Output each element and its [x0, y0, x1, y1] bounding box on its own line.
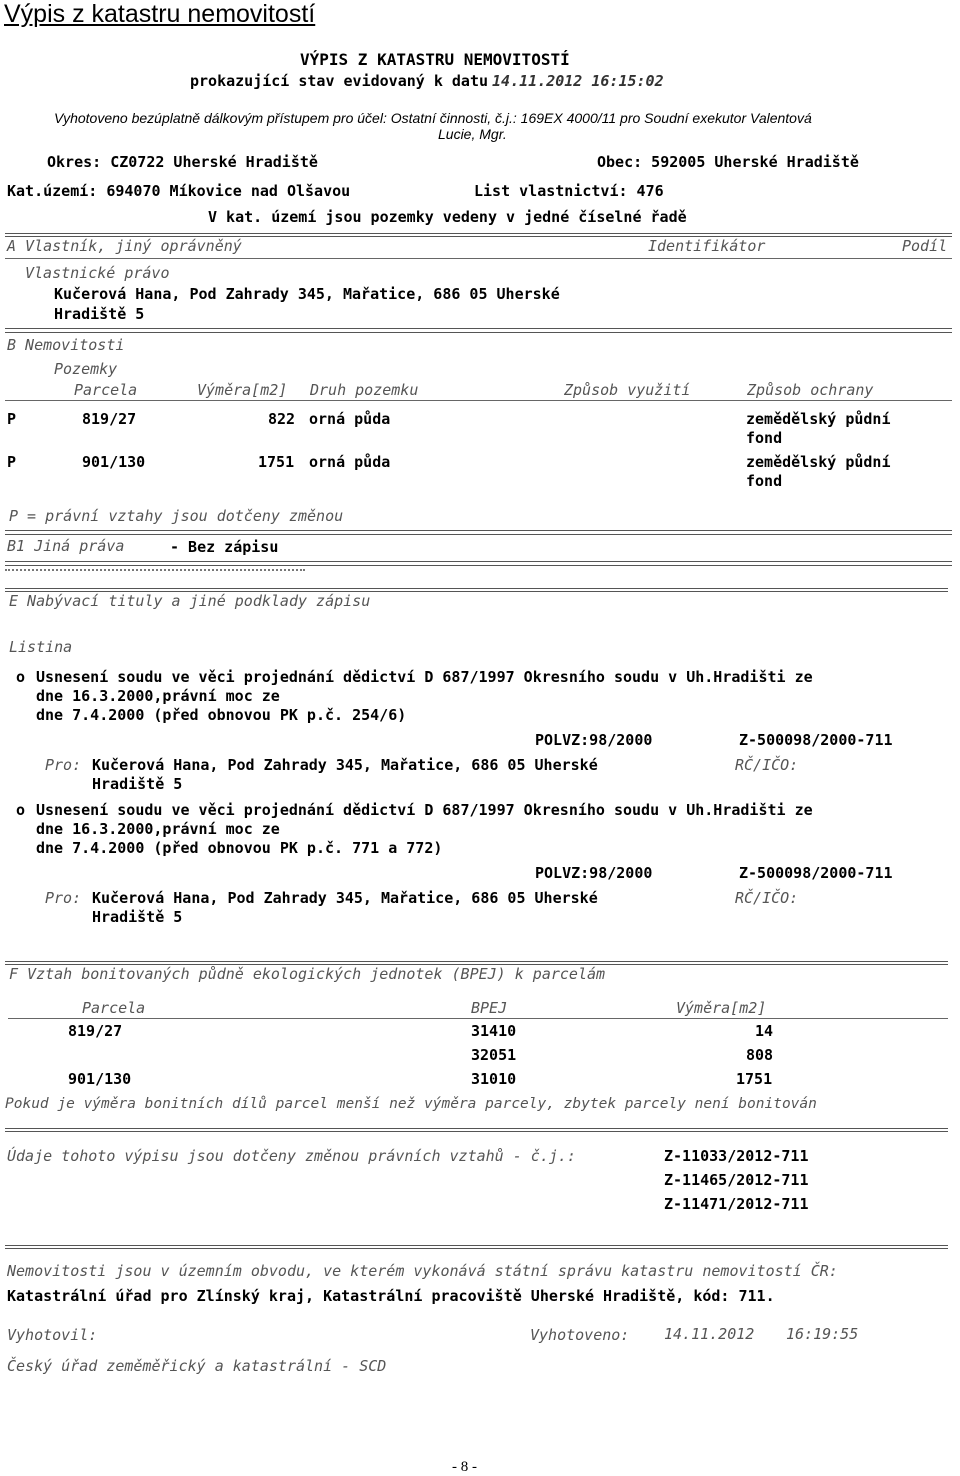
- section-b-sublabel: Pozemky: [54, 360, 118, 378]
- divider: [5, 1248, 948, 1249]
- bpej-row-parcela: 819/27: [68, 1022, 123, 1040]
- entry-line2: dne 16.3.2000,právní moc ze: [36, 820, 280, 838]
- col-vymera: Výměra[m2]: [197, 381, 288, 399]
- entry-zref: Z-500098/2000-711: [739, 731, 893, 749]
- divider: [5, 400, 952, 401]
- bpej-row-vymera: 14: [755, 1022, 774, 1040]
- row-ochrana-cont: fond: [746, 472, 783, 490]
- podil-label: Podíl: [902, 237, 948, 255]
- divider: [5, 565, 952, 566]
- divider: [5, 961, 948, 962]
- col-vyuziti: Způsob využití: [564, 381, 691, 399]
- entry-line1: Usnesení soudu ve věci projednání dědictví D 687/1997 Okresního soudu v Uh.Hradišti ze: [36, 801, 813, 819]
- clipped-row: [5, 569, 305, 574]
- divider: [5, 328, 952, 329]
- entry-line2: dne 16.3.2000,právní moc ze: [36, 687, 280, 705]
- divider: [5, 1131, 948, 1132]
- subheading-prefix: prokazující stav evidovaný k datu: [190, 72, 489, 90]
- right-type: Vlastnické právo: [25, 264, 170, 282]
- divider: [5, 534, 952, 535]
- entry-pro-label: Pro:: [45, 756, 82, 774]
- entry-pro-label: Pro:: [45, 889, 82, 907]
- section-f-label: F Vztah bonitovaných půdně ekologických jednotek (BPEJ) k parcelám: [9, 965, 606, 983]
- divider: [5, 1128, 948, 1129]
- row-vymera: 1751: [258, 453, 295, 471]
- office-line: Katastrální úřad pro Zlínský kraj, Katastrální pracoviště Uherské Hradiště, kód: 711.: [7, 1287, 775, 1305]
- bpej-col-bpej: BPEJ: [471, 999, 508, 1017]
- listina-label: Listina: [9, 638, 73, 656]
- row-flag: P: [7, 453, 17, 471]
- divider: [5, 233, 952, 234]
- legend-p: P = právní vztahy jsou dotčeny změnou: [9, 507, 344, 525]
- vyhotoveno-date: 14.11.2012: [664, 1325, 755, 1343]
- bpej-col-parcela: Parcela: [82, 999, 146, 1017]
- col-druh: Druh pozemku: [310, 381, 419, 399]
- list-vlastnictvi: List vlastnictví: 476: [474, 182, 664, 200]
- bpej-row-code: 31010: [471, 1070, 517, 1088]
- row-druh: orná půda: [309, 410, 391, 428]
- obec: Obec: 592005 Uherské Hradiště: [597, 153, 859, 171]
- identifikator-label: Identifikátor: [648, 237, 766, 255]
- bpej-note: Pokud je výměra bonitních dílů parcel menší než výměra parcely, zbytek parcely není bonitován: [5, 1096, 817, 1112]
- bpej-row-vymera: 1751: [736, 1070, 773, 1088]
- row-parcela: 819/27: [82, 410, 137, 428]
- bpej-row-code: 31410: [471, 1022, 517, 1040]
- changes-ref: Z-11033/2012-711: [664, 1147, 809, 1165]
- divider: [8, 1018, 948, 1019]
- divider: [5, 332, 952, 333]
- purpose-note-line2: Lucie, Mgr.: [438, 126, 507, 142]
- entry-pro-line2: Hradiště 5: [92, 908, 183, 926]
- vyhotoveno-time: 16:19:55: [786, 1325, 859, 1343]
- changes-text: Údaje tohoto výpisu jsou dotčeny změnou právních vztahů - č.j.:: [7, 1147, 576, 1165]
- divider: [5, 530, 952, 531]
- issuer: Český úřad zeměměřický a katastrální - SCD: [7, 1357, 387, 1375]
- divider: [5, 258, 952, 259]
- kat-uzemi: Kat.území: 694070 Míkovice nad Olšavou: [7, 182, 351, 200]
- divider: [5, 1245, 948, 1246]
- entry-bullet: o: [16, 801, 26, 819]
- row-ochrana-cont: fond: [746, 429, 783, 447]
- vyhotoveno-label: Vyhotoveno:: [530, 1326, 630, 1344]
- col-parcela: Parcela: [74, 381, 138, 399]
- entry-pro-line1: Kučerová Hana, Pod Zahrady 345, Mařatice, 686 05 Uherské: [92, 889, 598, 907]
- bpej-row-code: 32051: [471, 1046, 517, 1064]
- bpej-row-parcela: 901/130: [68, 1070, 132, 1088]
- bpej-col-vymera: Výměra[m2]: [676, 999, 767, 1017]
- entry-zref: Z-500098/2000-711: [739, 864, 893, 882]
- bpej-row-vymera: 808: [746, 1046, 774, 1064]
- owner-line2: Hradiště 5: [54, 305, 145, 323]
- section-b1-value: - Bez zápisu: [170, 538, 279, 556]
- section-e-label: E Nabývací tituly a jiné podklady zápisu: [9, 592, 371, 610]
- document-heading: VÝPIS Z KATASTRU NEMOVITOSTÍ: [300, 50, 570, 69]
- entry-pro-line2: Hradiště 5: [92, 775, 183, 793]
- page-title: Výpis z katastru nemovitostí: [4, 0, 316, 28]
- section-a-label: A Vlastník, jiný oprávněný: [7, 237, 242, 255]
- entry-rc-label: RČ/IČO:: [735, 756, 799, 774]
- section-b-label: B Nemovitosti: [7, 336, 125, 354]
- subheading-date: 14.11.2012 16:15:02: [492, 72, 664, 90]
- entry-line3: dne 7.4.2000 (před obnovou PK p.č. 254/6): [36, 706, 407, 724]
- entry-line3: dne 7.4.2000 (před obnovou PK p.č. 771 a 772): [36, 839, 443, 857]
- jurisdiction-line: Nemovitosti jsou v územním obvodu, ve kterém vykonává státní správu katastru nemovitostí ČR:: [7, 1262, 838, 1280]
- owner-line1: Kučerová Hana, Pod Zahrady 345, Mařatice, 686 05 Uherské: [54, 285, 560, 303]
- row-ochrana: zemědělský půdní: [746, 410, 891, 428]
- divider: [5, 561, 952, 562]
- subheading: [190, 72, 664, 91]
- entry-line1: Usnesení soudu ve věci projednání dědictví D 687/1997 Okresního soudu v Uh.Hradišti ze: [36, 668, 813, 686]
- entry-pro-line1: Kučerová Hana, Pod Zahrady 345, Mařatice, 686 05 Uherské: [92, 756, 598, 774]
- vyhotovil-label: Vyhotovil:: [7, 1326, 98, 1344]
- row-flag: P: [7, 410, 17, 428]
- entry-polvz: POLVZ:98/2000: [535, 731, 653, 749]
- purpose-note-line1: Vyhotoveno bezúplatně dálkovým přístupem pro účel: Ostatní činnosti, č.j.: 169EX 4000/11 pro Soudní exekutor Valentová: [54, 110, 812, 126]
- entry-polvz: POLVZ:98/2000: [535, 864, 653, 882]
- okres: Okres: CZ0722 Uherské Hradiště: [47, 153, 318, 171]
- row-parcela: 901/130: [82, 453, 146, 471]
- col-ochrana: Způsob ochrany: [747, 381, 874, 399]
- row-druh: orná půda: [309, 453, 391, 471]
- divider: [5, 588, 948, 589]
- section-b1-label: B1 Jiná práva: [7, 537, 125, 555]
- parcel-series-note: V kat. území jsou pozemky vedeny v jedné číselné řadě: [208, 208, 687, 226]
- entry-bullet: o: [16, 668, 26, 686]
- row-vymera: 822: [268, 410, 296, 428]
- entry-rc-label: RČ/IČO:: [735, 889, 799, 907]
- page-number: - 8 -: [452, 1459, 477, 1475]
- changes-ref: Z-11465/2012-711: [664, 1171, 809, 1189]
- row-ochrana: zemědělský půdní: [746, 453, 891, 471]
- changes-ref: Z-11471/2012-711: [664, 1195, 809, 1213]
